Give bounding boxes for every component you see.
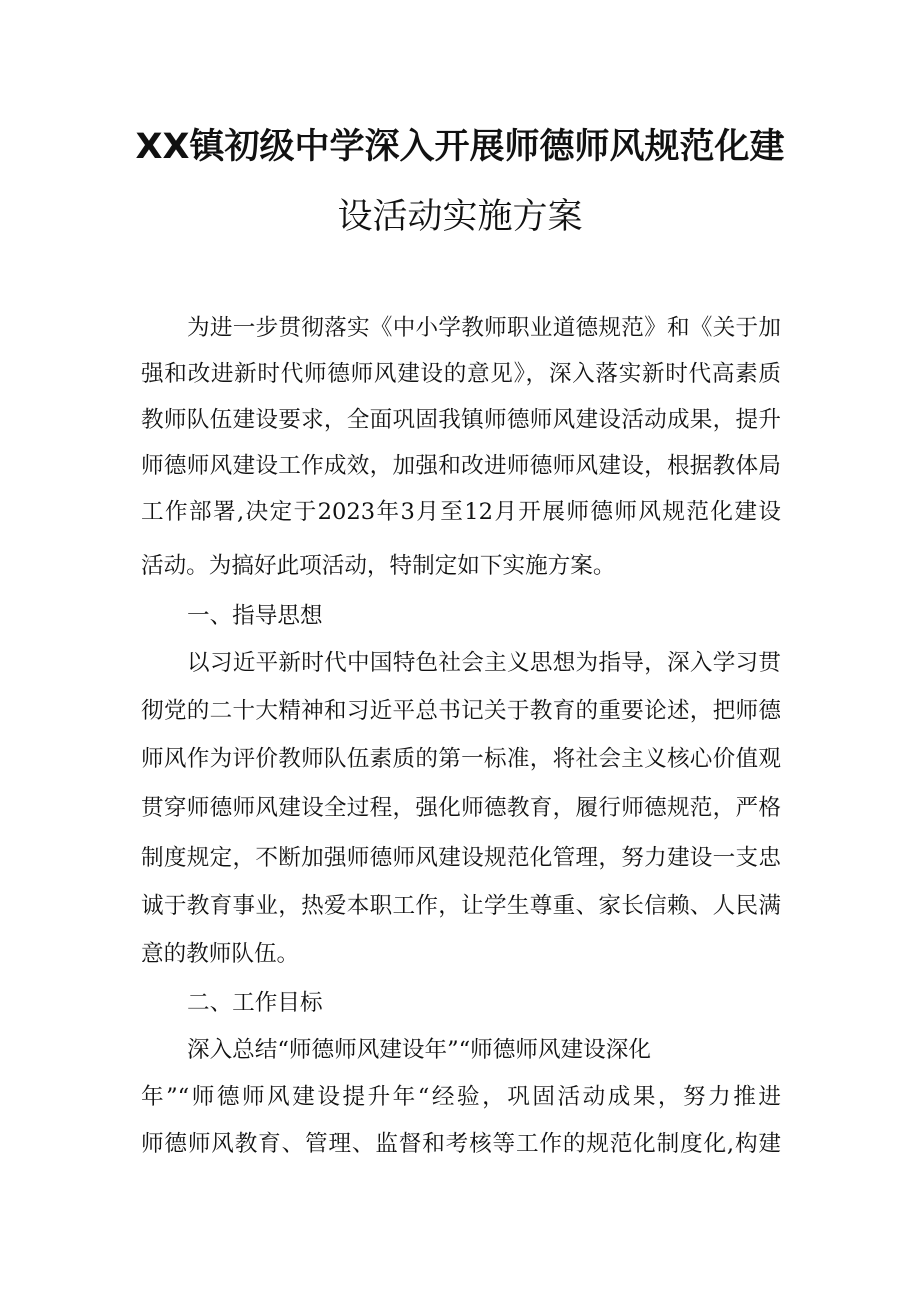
document-title-line-1: XX镇初级中学深入开展师德师风规范化建 [135,127,785,167]
section2-line-2: 年”“师德师风建设提升年“经验，巩固活动成果，努力推进 [141,1084,781,1110]
intro-line-3: 教师队伍建设要求，全面巩固我镇师德师风建设活动成果，提升 [141,407,781,433]
section-heading-guiding-ideology: 一、指导思想 [187,603,323,629]
intro-line-5: 工作部署,决定于2023年3月至12月开展师德师风规范化建设 [141,499,781,525]
intro-line-1: 为进一步贯彻落实《中小学教师职业道德规范》和《关于加 [187,315,781,341]
section1-line-5: 制度规定，不断加强师德师风建设规范化管理，努力建设一支忠 [141,845,781,871]
section-heading-work-objectives: 二、工作目标 [187,990,323,1016]
section1-line-1: 以习近平新时代中国特色社会主义思想为指导，深入学习贯 [187,650,781,676]
section1-line-2: 彻党的二十大精神和习近平总书记关于教育的重要论述，把师德 [141,698,781,724]
section2-line-3: 师德师风教育、管理、监督和考核等工作的规范化制度化,构建 [141,1131,781,1157]
section1-line-6: 诚于教育事业，热爱本职工作，让学生尊重、家长信赖、人民满 [141,893,781,919]
document-title-line-2: 设活动实施方案 [337,197,583,237]
intro-line-2: 强和改进新时代师德师风建设的意见》，深入落实新时代高素质 [141,361,781,387]
section1-line-4: 贯穿师德师风建设全过程，强化师德教育，履行师德规范，严格 [141,795,781,821]
intro-line-4: 师德师风建设工作成效，加强和改进师德师风建设，根据教体局 [141,453,781,479]
section1-line-7: 意的教师队伍。 [141,941,300,967]
intro-line-6: 活动。为搞好此项活动，特制定如下实施方案。 [141,553,616,579]
section1-line-3: 师风作为评价教师队伍素质的第一标准，将社会主义核心价值观 [141,746,781,772]
section2-line-1: 深入总结“师德师风建设年”“师德师风建设深化 [187,1037,651,1063]
